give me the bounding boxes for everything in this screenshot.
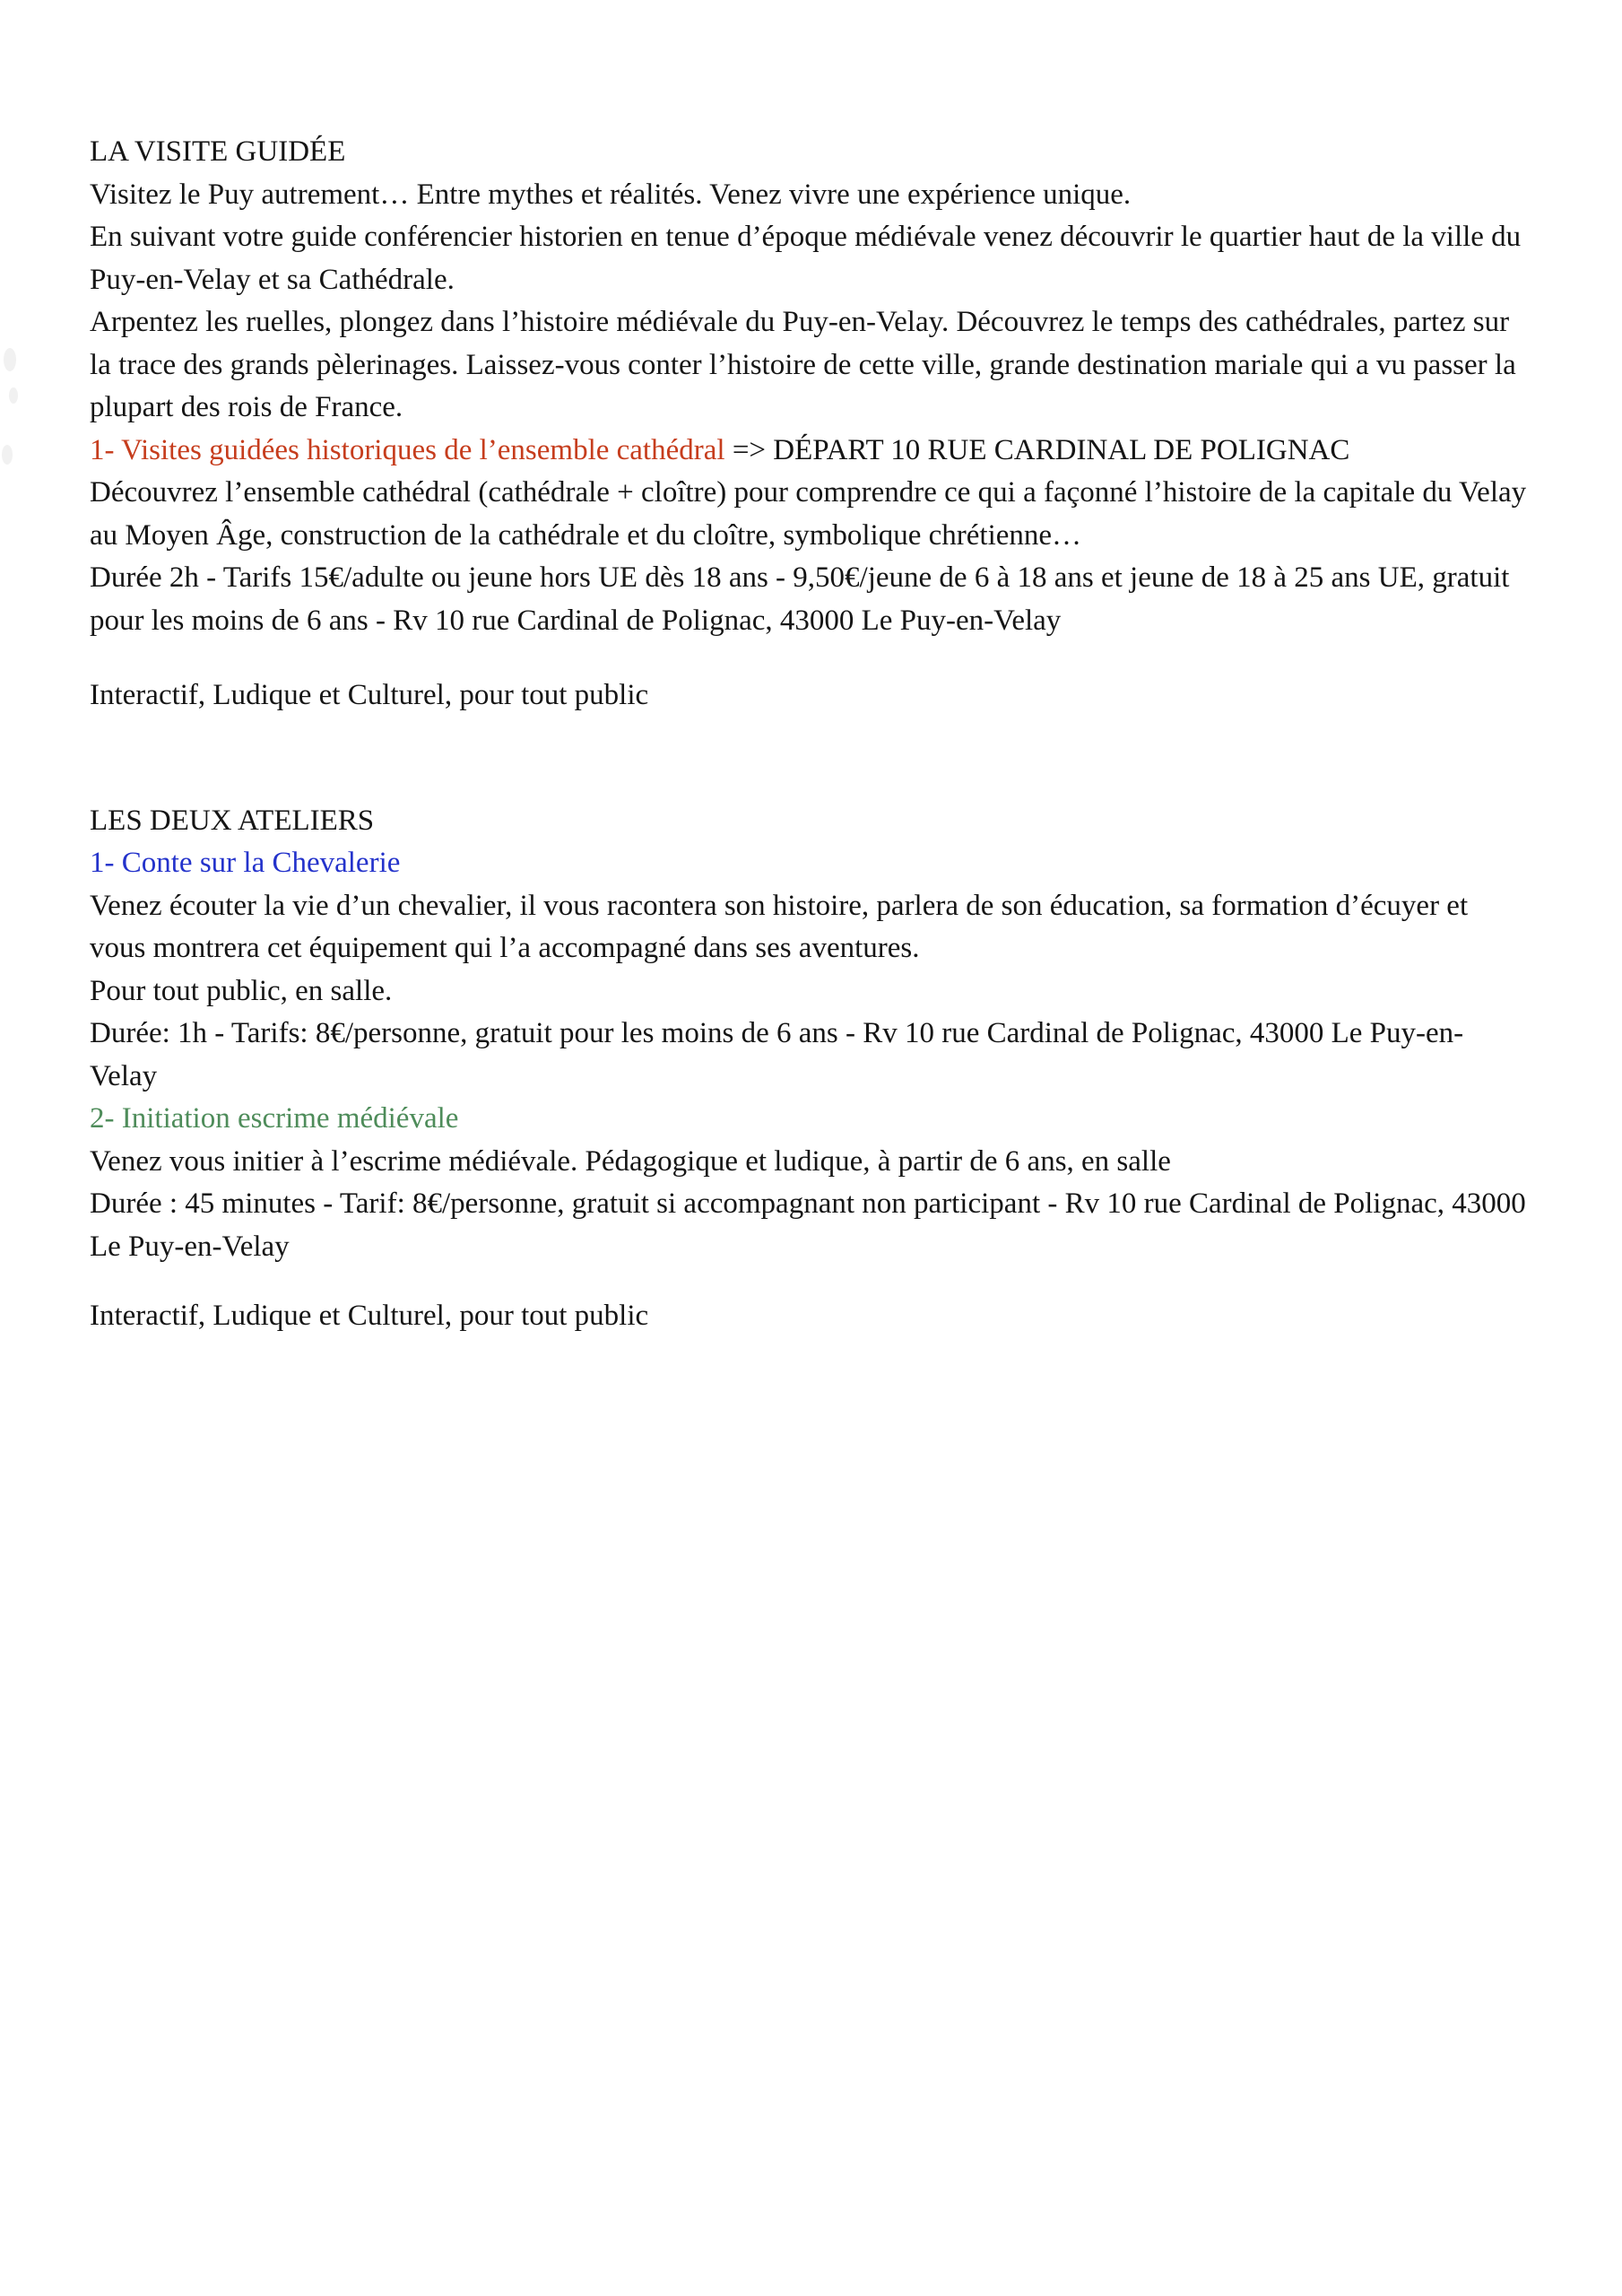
atelier2-heading: 2- Initiation escrime médiévale	[90, 1102, 459, 1135]
scan-artifact	[4, 348, 16, 371]
scan-artifact	[9, 387, 18, 404]
atelier2-description: Venez vous initier à l’escrime médiévale. Pédagogique et ludique, à partir de 6 ans, en salle	[90, 1144, 1171, 1178]
atelier1-heading: 1- Conte sur la Chevalerie	[90, 847, 401, 879]
atelier1-pricing: Durée: 1h - Tarifs: 8€/personne, gratuit pour les moins de 6 ans - Rv 10 rue Cardinal de Polignac, 43000 Le Puy-en-Velay	[90, 1017, 1464, 1092]
visite-pricing: Durée 2h - Tarifs 15€/adulte ou jeune hors UE dès 18 ans - 9,50€/jeune de 6 à 18 ans et jeune de 18 à 25 ans UE, gratuit pour les moins de 6 ans - Rv 10 rue Cardinal de Polignac, 43000 Le Puy-en-Velay	[90, 561, 1510, 637]
visite-tagline: Interactif, Ludique et Culturel, pour tout public	[90, 679, 649, 711]
visite-offer-line	[90, 430, 1529, 473]
atelier2-pricing: Durée : 45 minutes - Tarif: 8€/personne, gratuit si accompagnant non participant - Rv 10 rue Cardinal de Polignac, 43000 Le Puy-en-Velay	[90, 1187, 1526, 1263]
section-title-visite-guidee: LA VISITE GUIDÉE	[90, 135, 346, 168]
ateliers-tagline: Interactif, Ludique et Culturel, pour tout public	[90, 1300, 649, 1332]
visite-intro-histoire: Arpentez les ruelles, plongez dans l’histoire médiévale du Puy-en-Velay. Découvrez le temps des cathédrales, partez sur la trace des grands pèlerinages. Laissez-vous conter l’histoire de cette ville, grande destination mariale qui a vu passer la plupart des rois de France.	[90, 306, 1516, 423]
scan-artifact	[2, 445, 13, 465]
text-column	[90, 131, 1529, 1338]
visite-offer-heading: 1- Visites guidées historiques de l’ensemble cathédral	[90, 433, 725, 466]
visite-offer-departure: => DÉPART 10 RUE CARDINAL DE POLIGNAC	[724, 433, 1350, 466]
atelier1-audience: Pour tout public, en salle.	[90, 974, 393, 1007]
visite-intro-guide: En suivant votre guide conférencier historien en tenue d’époque médiévale venez découvrir le quartier haut de la ville du Puy-en-Velay et sa Cathédrale.	[90, 221, 1522, 296]
atelier1-description: Venez écouter la vie d’un chevalier, il vous racontera son histoire, parlera de son éducation, sa formation d’écuyer et vous montrera cet équipement qui l’a accompagné dans ses aventures.	[90, 889, 1469, 964]
section-title-ateliers: LES DEUX ATELIERS	[90, 804, 375, 837]
visite-intro-line: Visitez le Puy autrement… Entre mythes et réalités. Venez vivre une expérience unique.	[90, 178, 1132, 211]
visite-description: Découvrez l’ensemble cathédral (cathédrale + cloître) pour comprendre ce qui a façonné l’histoire de la capitale du Velay au Moyen Âge, construction de la cathédrale et du cloître, symbolique chrétienne…	[90, 476, 1527, 552]
